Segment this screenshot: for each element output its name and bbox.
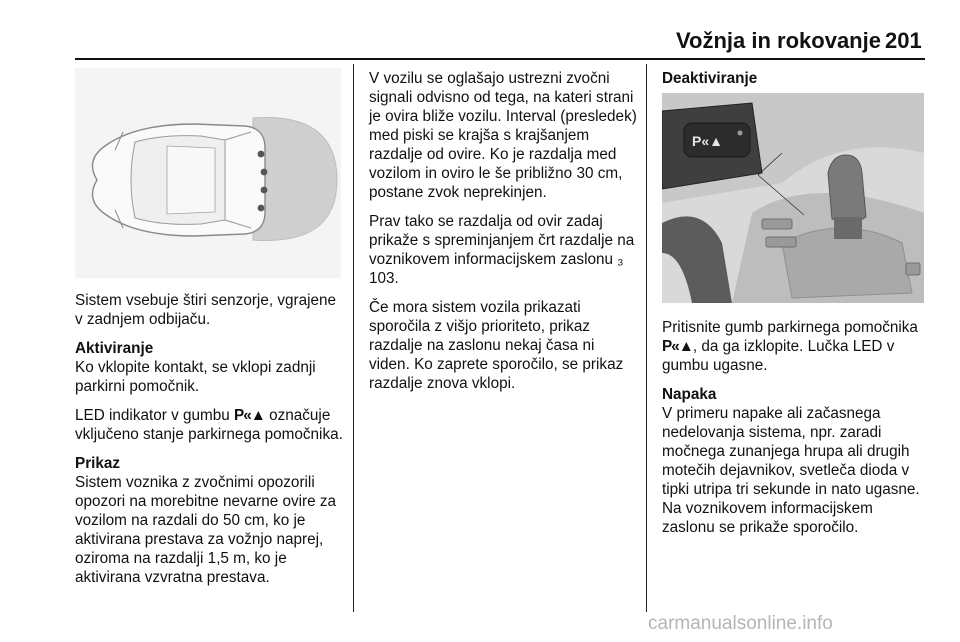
console-button-illustration [662,93,924,303]
page-section-title: Vožnja in rokovanje [676,28,881,53]
fault-paragraph: V primeru napake ali začasnega nedelovanja sistema, npr. zaradi močnega zunanjega hrupa ali drugih motečih dejavnikov, svetleča dioda v tipki utripa tri sekunde in nato ugasne. Na voznikovem informacijskem zaslonu se prikaže sporočilo. [662,405,920,536]
column-divider-1 [353,64,354,612]
led-indicator [738,131,743,136]
sensor-3 [261,187,268,194]
activation-heading: Aktiviranje [75,340,154,357]
console-svg [662,93,924,303]
header-rule [75,58,925,60]
deactivation-heading: Deaktiviranje [662,70,758,87]
priority-paragraph: Če mora sistem vozila prikazati sporočila z višjo prioriteto, prikaz razdalje na zaslonu nekaj časa ni viden. Ko zaprete sporočilo, se prikaz razdalje znova vklopi. [369,299,624,392]
sensor-2 [261,169,268,176]
watermark: carmanualsonline.info [648,613,833,634]
sensor-1 [258,151,265,158]
column-3-text [662,318,928,547]
fault-heading: Napaka [662,386,717,403]
car-sensor-illustration [75,68,341,278]
column-1 [75,291,347,597]
park-assist-button-label: P«▲ [692,133,723,149]
page-reference: ₃ 103. [369,251,624,287]
column-divider-2 [646,64,647,612]
intro-paragraph: Sistem vsebuje štiri senzorje, vgrajene v zadnjem odbijaču. [75,292,337,328]
parking-assist-symbol: P«▲ [234,407,265,424]
activation-paragraph: Ko vklopite kontakt, se vklopi zadnji parkirni pomočnik. [75,359,316,395]
sensor-4 [258,205,265,212]
deactivation-paragraph: Pritisnite gumb parkirnega pomočnika P«▲, da ga izklopite. Lučka LED v gumbu ugasne. [662,319,918,374]
display-heading: Prikaz [75,455,121,472]
led-paragraph: LED indikator v gumbu P«▲ označuje vključeno stanje parkirnega pomočnika. [75,407,343,443]
car-topview-svg [75,68,341,278]
display-lines-paragraph: Prav tako se razdalja od ovir zadaj prikaže s spreminjanjem črt razdalje na voznikovem informacijskem zaslonu ₃ 103. [369,213,635,287]
column-3 [662,69,928,88]
signal-paragraph: V vozilu se oglašajo ustrezni zvočni signali odvisno od tega, na kateri strani je ovira bliže vozilu. Interval (presledek) med piski se krajša s krajšanjem razdalje od ovire. Ko je razdalja med vozilom in oviro le še približno 30 cm, postane zvok neprekinjen. [369,70,637,201]
page-number: 201 [885,28,922,53]
display-paragraph: Sistem voznika z zvočnimi opozorili opozori na morebitne nevarne ovire za vozilom na razdali do 50 cm, ko je aktivirana prestava za vožnjo naprej, oziroma na razdalji 1,5 m, ko je aktivirana vzvratna prestava. [75,474,337,586]
parking-assist-symbol-2: P«▲ [662,338,693,355]
column-2 [369,69,637,403]
